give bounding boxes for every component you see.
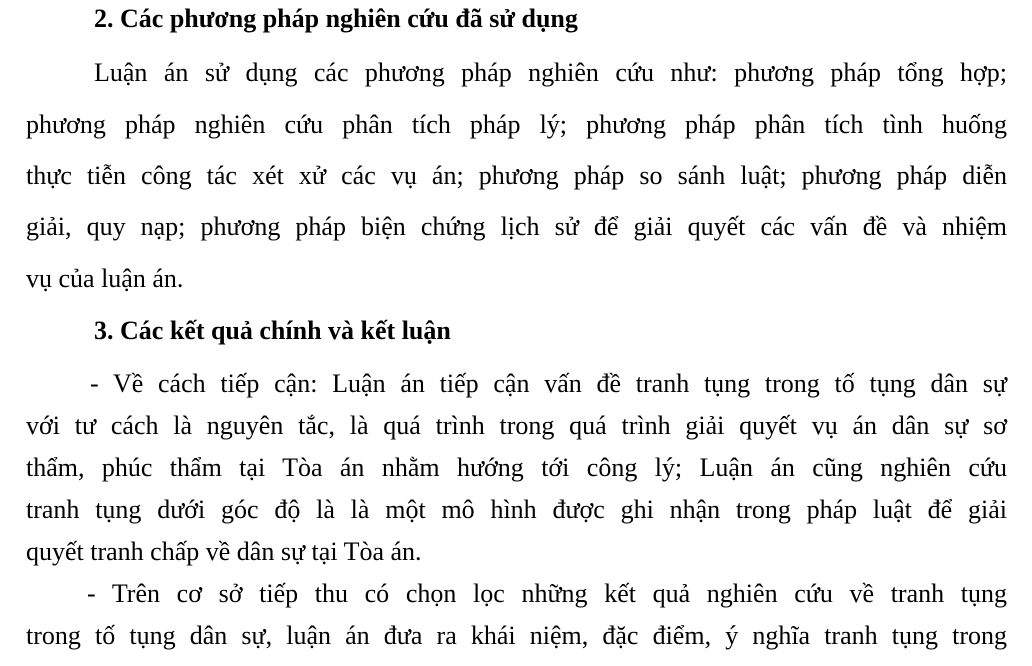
paragraph-line: phương pháp nghiên cứu phân tích pháp lý; phương pháp phân tích tình huống <box>26 110 1007 139</box>
paragraph-line: thẩm, phúc thẩm tại Tòa án nhằm hướng tới công lý; Luận án cũng nghiên cứu <box>26 453 1007 482</box>
section-3-heading: 3. Các kết quả chính và kết luận <box>94 316 451 345</box>
paragraph-line: Luận án sử dụng các phương pháp nghiên cứu như: phương pháp tổng hợp; <box>94 58 1007 87</box>
paragraph-line: trong tố tụng dân sự, luận án đưa ra khái niệm, đặc điểm, ý nghĩa tranh tụng trong <box>26 621 1007 650</box>
paragraph-line: quyết tranh chấp về dân sự tại Tòa án. <box>26 537 422 566</box>
paragraph-line: tranh tụng dưới góc độ là là một mô hình được ghi nhận trong pháp luật để giải <box>26 495 1007 524</box>
paragraph-line: thực tiễn công tác xét xử các vụ án; phương pháp so sánh luật; phương pháp diễn <box>26 161 1007 190</box>
paragraph-line: - Về cách tiếp cận: Luận án tiếp cận vấn đề tranh tụng trong tố tụng dân sự <box>90 369 1007 398</box>
paragraph-line: giải, quy nạp; phương pháp biện chứng lịch sử để giải quyết các vấn đề và nhiệm <box>26 212 1007 241</box>
section-2-heading: 2. Các phương pháp nghiên cứu đã sử dụng <box>94 4 578 33</box>
paragraph-line: với tư cách là nguyên tắc, là quá trình trong quá trình giải quyết vụ án dân sự sơ <box>26 411 1007 440</box>
paragraph-line: - Trên cơ sở tiếp thu có chọn lọc những kết quả nghiên cứu về tranh tụng <box>87 579 1007 608</box>
paragraph-line: vụ của luận án. <box>26 264 184 293</box>
